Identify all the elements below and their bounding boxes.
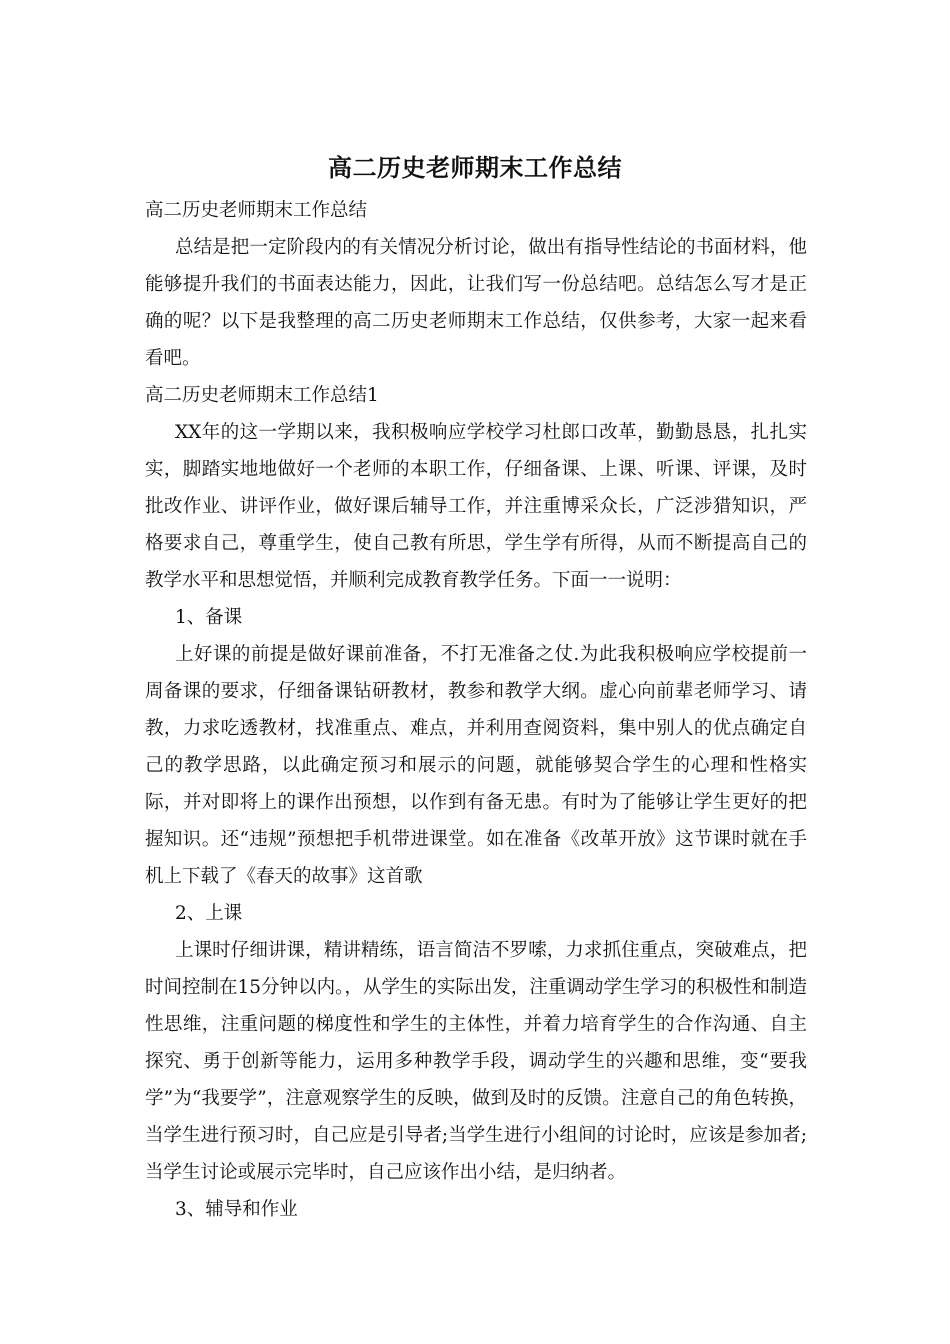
section-title: 高二历史老师期末工作总结1 (145, 385, 379, 406)
document-title: 高二历史老师期末工作总结 (328, 153, 622, 182)
body-paragraph: XX年的这一学期以来，我积极响应学校学习杜郎口改革，勤勤恳恳，扎扎实实，脚踏实地地做好一个老师的本职工作，仔细备课、上课、听课、评课，及时批改作业、讲评作业，做好课后辅导工作，并注重博采众长，广泛涉猎知识，严格要求自己，尊重学生，使自己教有所思，学生学有所得，从而不断提高自己的教学水平和思想觉悟，并顺利完成教育教学任务。下面一一说明： (145, 422, 807, 591)
section-heading-preparation: 1、备课 (175, 607, 243, 628)
document-body (145, 192, 807, 1228)
body-paragraph: 上好课的前提是做好课前准备，不打无准备之仗.为此我积极响应学校提前一周备课的要求，仔细备课钻研教材，教参和教学大纲。虚心向前辈老师学习、请教，力求吃透教材，找准重点、难点，并利用查阅资料，集中别人的优点确定自己的教学思路，以此确定预习和展示的问题，就能够契合学生的心理和性格实际，并对即将上的课作出预想，以作到有备无患。有时为了能够让学生更好的把握知识。还“违规”预想把手机带进课堂。如在准备《改革开放》这节课时就在手机上下载了《春天的故事》这首歌 (145, 644, 807, 887)
body-paragraph: 上课时仔细讲课，精讲精练，语言简洁不罗嗦，力求抓住重点，突破难点，把时间控制在15分钟以内。，从学生的实际出发，注重调动学生学习的积极性和制造性思维，注重问题的梯度性和学生的主体性，并着力培育学生的合作沟通、自主探究、勇于创新等能力，运用多种教学手段，调动学生的兴趣和思维，变“要我学”为“我要学”，注意观察学生的反映，做到及时的反馈。注意自己的角色转换，当学生进行预习时，自己应是引导者;当学生进行小组间的讨论时，应该是参加者;当学生讨论或展示完毕时，自己应该作出小结，是归纳者。 (145, 940, 807, 1183)
section-heading-teaching: 2、上课 (175, 903, 243, 924)
intro-paragraph: 总结是把一定阶段内的有关情况分析讨论，做出有指导性结论的书面材料，他能够提升我们的书面表达能力，因此，让我们写一份总结吧。总结怎么写才是正确的呢？以下是我整理的高二历史老师期末工作总结，仅供参考，大家一起来看看吧。 (145, 237, 807, 369)
section-heading-homework: 3、辅导和作业 (175, 1199, 298, 1220)
document-subtitle: 高二历史老师期末工作总结 (145, 200, 368, 221)
